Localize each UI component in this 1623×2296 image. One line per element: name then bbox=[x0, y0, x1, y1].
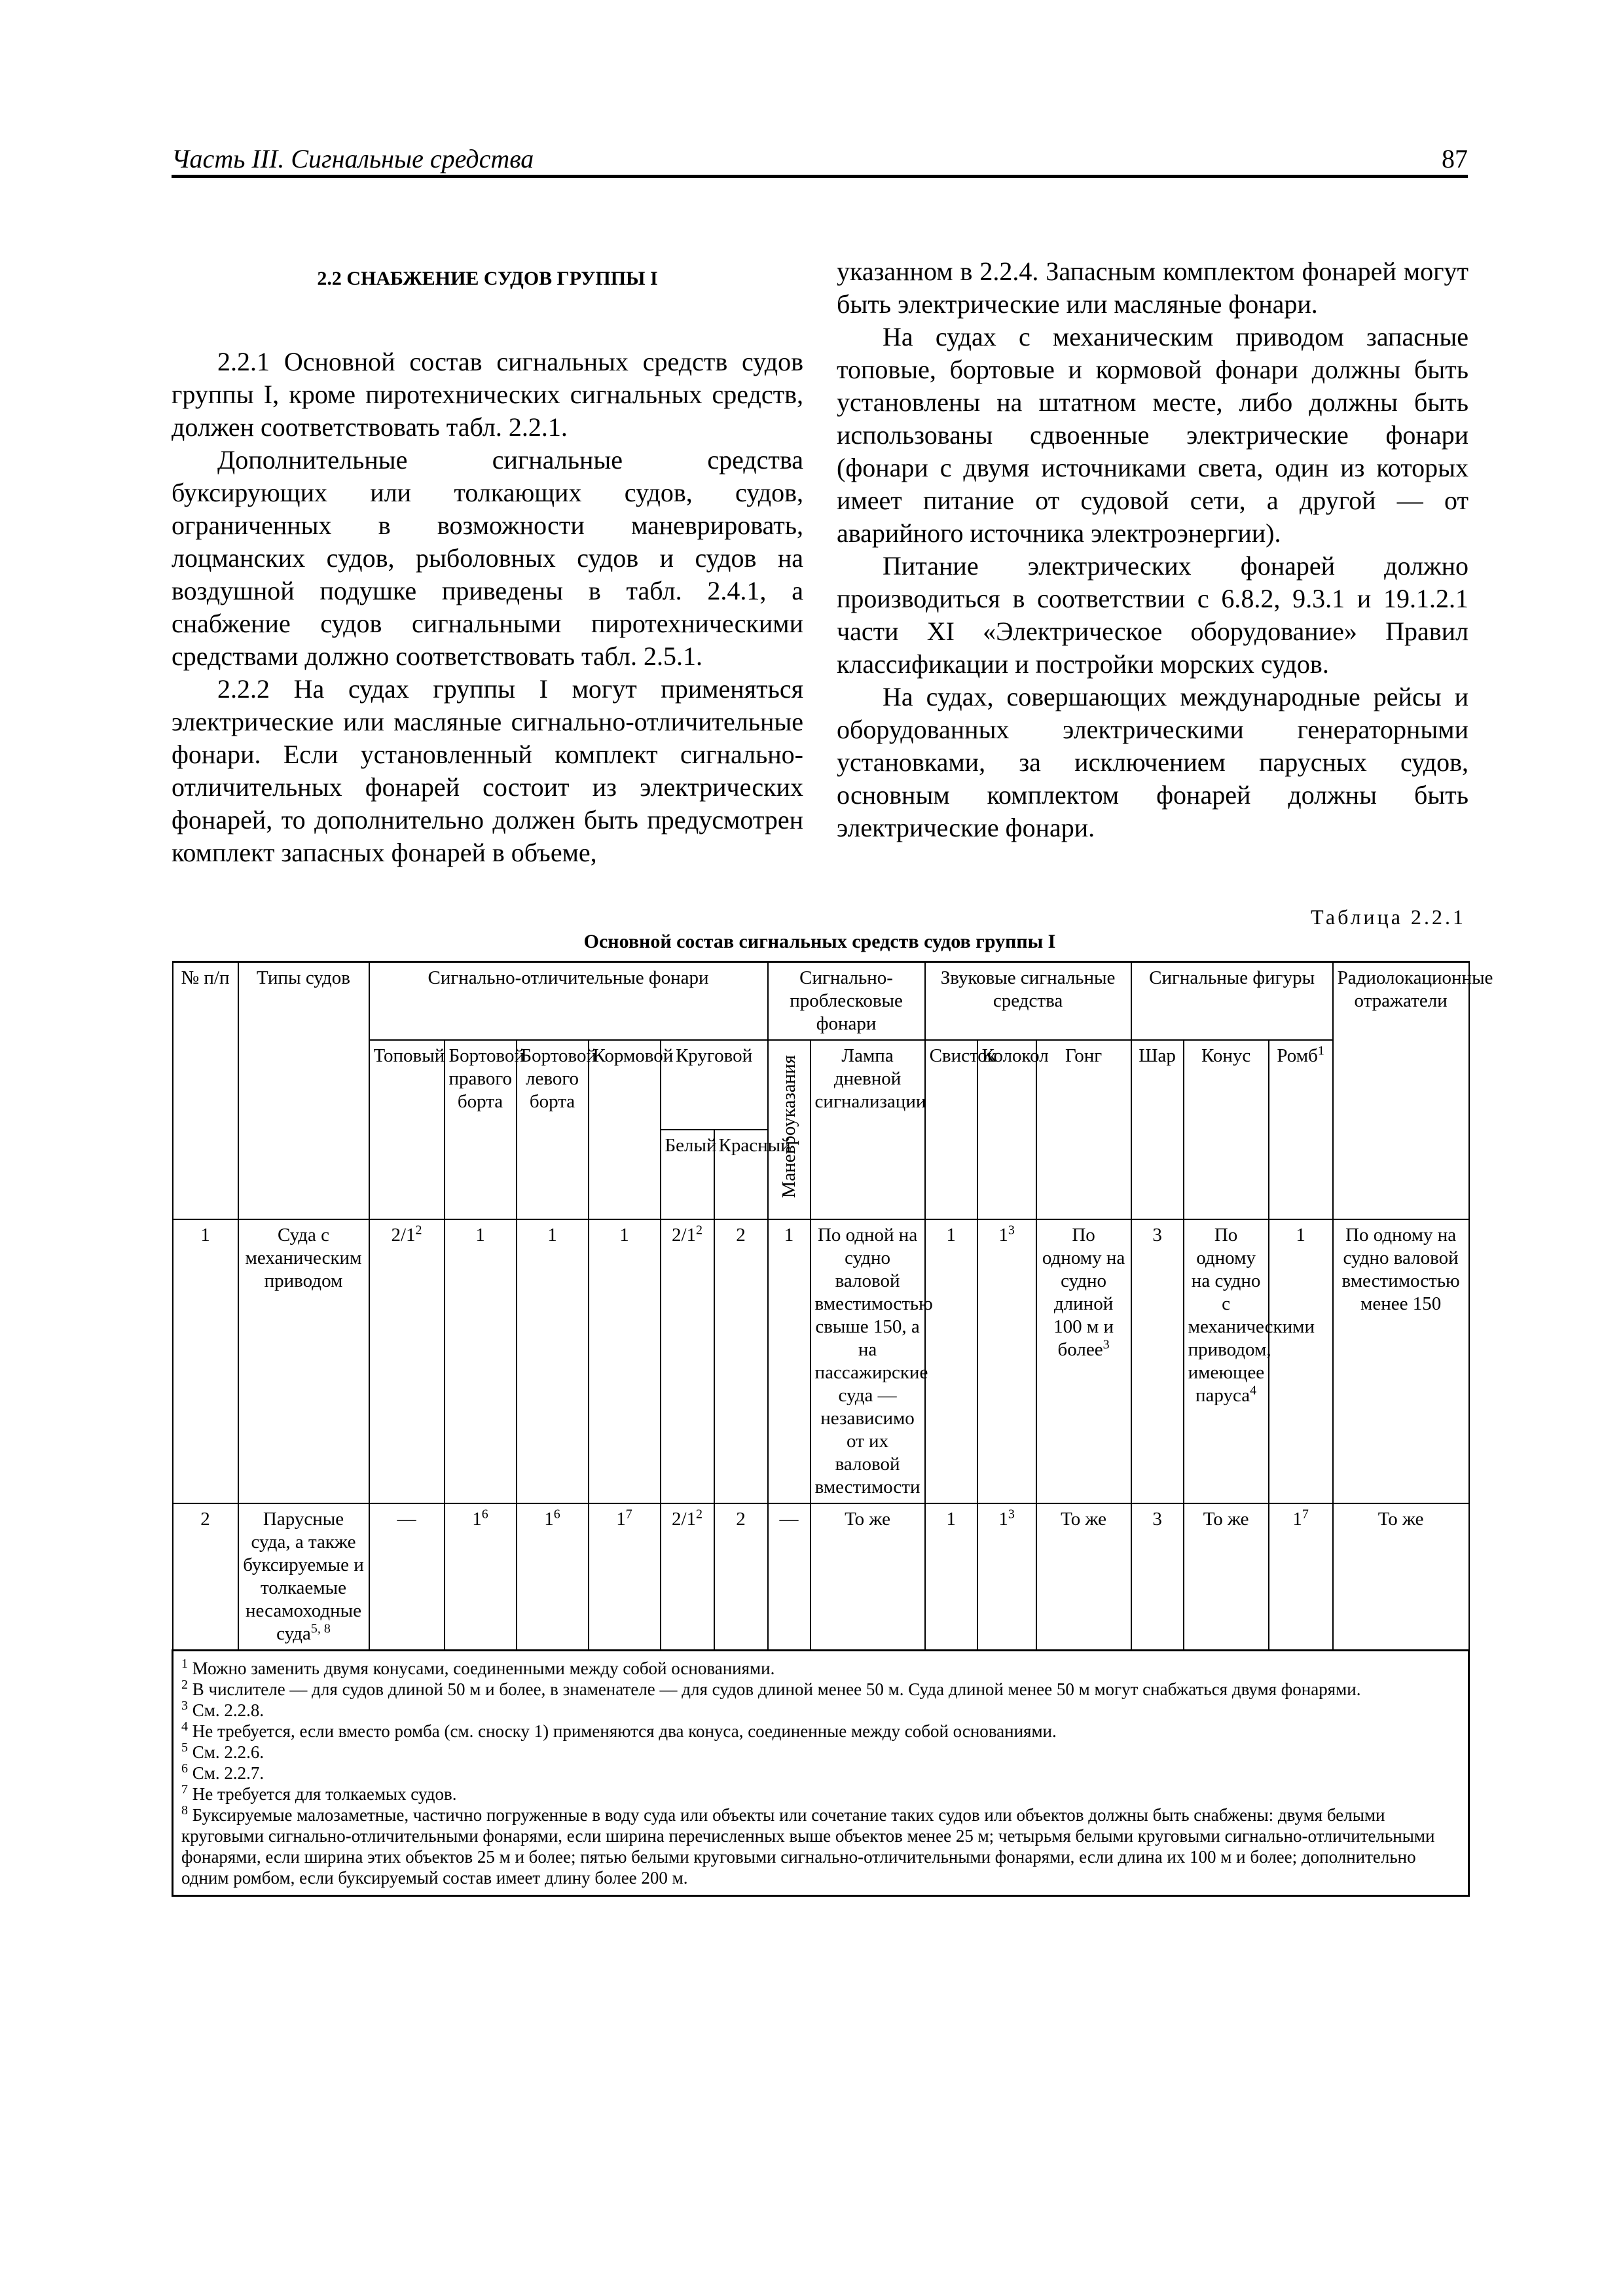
paragraph: На судах с механическим приводом запасные топовые, бортовые и кормовой фонари должны быть установлены на штатном месте, либо должны быть использованы сдвоенные электрические фонари (фонари с двумя источниками света, один из которых имеет питание от судовой сети, а другой — от аварийного источника электроэнергии). bbox=[837, 322, 1468, 548]
cell-starboard: 1 bbox=[445, 1219, 517, 1503]
cell-rhomb: $1^7$ bbox=[1269, 1503, 1333, 1651]
header-rhomb: Ромб bbox=[1277, 1045, 1318, 1066]
header-radar: Радиолокационные отражатели bbox=[1333, 962, 1469, 1220]
header-group-sound: Звуковые сигнальные средства bbox=[925, 962, 1131, 1041]
header-round: Круговой bbox=[661, 1040, 768, 1130]
cell-bell: $1^3$ bbox=[977, 1503, 1036, 1651]
header-gong: Гонг bbox=[1036, 1040, 1131, 1219]
table-row bbox=[173, 1503, 1469, 1651]
signal-equipment-table bbox=[172, 961, 1493, 1897]
footnote: $^3$ См. 2.2.8. bbox=[181, 1698, 264, 1720]
left-column bbox=[172, 255, 803, 869]
cell-ball: 3 bbox=[1131, 1503, 1184, 1651]
cell-red: 2 bbox=[714, 1503, 768, 1651]
page-number: 87 bbox=[1442, 144, 1468, 173]
cell-top: — bbox=[369, 1503, 445, 1651]
cell-type: Суда с механическим приводом bbox=[238, 1219, 369, 1503]
paragraph: Питание электрических фонарей должно производиться в соответствии с 6.8.2, 9.3.1 и 19.1.2.1 части XI «Электрическое оборудование» Правил классификации и постройки морских судов. bbox=[837, 551, 1468, 679]
header-bell: Колокол bbox=[977, 1040, 1036, 1219]
cell-num: 1 bbox=[173, 1219, 238, 1503]
cell-top: $2/1^2$ bbox=[369, 1219, 445, 1503]
paragraph: Дополнительные сигнальные средства буксирующих или толкающих судов, судов, ограниченных в возможности маневрировать, лоцманских судов, рыболовных судов и судов на воздушной подушке приведены в табл. 2.4.1, а снабжение судов сигнальными пиротехническими средствами должно соответствовать табл. 2.5.1. bbox=[172, 445, 803, 671]
header-ball: Шар bbox=[1131, 1040, 1184, 1219]
cell-white: $2/1^2$ bbox=[661, 1219, 714, 1503]
footnote: $^8$ Буксируемые малозаметные, частично погруженные в воду суда или объекты или сочетание таких судов или объектов должны быть снабжены: двумя белыми круговыми сигнально-отличительными фонарями, если ширина перечисленных выше объектов менее 25 м; четырьмя белыми круговыми сигнально-отличительными фонарями, если ширина этих объектов 25 м и более; пятью белыми круговыми сигнально-отличительными фонарями, если длина их 100 м и более; дополнительно одним ромбом, если буксируемый состав имеет длину более 200 м. bbox=[181, 1803, 1435, 1888]
header-rule bbox=[172, 175, 1468, 178]
cell-bell: $1^3$ bbox=[977, 1219, 1036, 1503]
table-number: Таблица 2.2.1 bbox=[1311, 905, 1466, 929]
header-port: Бортовой левого борта bbox=[517, 1040, 589, 1219]
table-row bbox=[173, 1219, 1469, 1503]
cell-whistle: 1 bbox=[925, 1219, 977, 1503]
header-lamp: Лампа дневной сигнализации bbox=[811, 1040, 925, 1219]
header-group-flash: Сигнально-проблесковые фонари bbox=[768, 962, 925, 1041]
header-types: Типы судов bbox=[238, 962, 369, 1220]
footnote: $^5$ См. 2.2.6. bbox=[181, 1740, 264, 1762]
cell-radar: По одному на судно валовой вместимостью менее 150 bbox=[1333, 1219, 1469, 1503]
header-group-shapes: Сигнальные фигуры bbox=[1131, 962, 1333, 1041]
cell-white: $2/1^2$ bbox=[661, 1503, 714, 1651]
cell-ball: 3 bbox=[1131, 1219, 1184, 1503]
header-red: Красный bbox=[714, 1130, 768, 1219]
table-caption: Основной состав сигнальных средств судов группы I bbox=[583, 931, 1056, 952]
cell-maneuver: 1 bbox=[768, 1219, 811, 1503]
cell-starboard: $1^6$ bbox=[445, 1503, 517, 1651]
running-header bbox=[172, 143, 1468, 178]
header-rhomb-cell: Ромб$^1$ bbox=[1269, 1040, 1333, 1219]
cell-port: 1 bbox=[517, 1219, 589, 1503]
header-maneuver: Маневроуказания bbox=[778, 1055, 799, 1198]
cell-cone: То же bbox=[1184, 1503, 1269, 1651]
cell-lamp: По одной на судно валовой вместимостью свыше 150, а на пассажирские суда — независимо от их валовой вместимости bbox=[811, 1219, 925, 1503]
cell-rhomb: 1 bbox=[1269, 1219, 1333, 1503]
cell-red: 2 bbox=[714, 1219, 768, 1503]
footnote: $^7$ Не требуется для толкаемых судов. bbox=[181, 1782, 457, 1804]
paragraph: 2.2.2 На судах группы I могут применяться электрические или масляные сигнально-отличительные фонари. Если установленный комплект сигнально-отличительных фонарей состоит из электрических фонарей, то дополнительно должен быть предусмотрен комплект запасных фонарей в объеме, bbox=[172, 674, 803, 867]
header-whistle: Свисток bbox=[925, 1040, 977, 1219]
section-heading: 2.2 СНАБЖЕНИЕ СУДОВ ГРУППЫ I bbox=[317, 268, 658, 289]
cell-type: Парусные суда, а также буксируемые и толкаемые несамоходные суда$^{5, 8}$ bbox=[238, 1503, 369, 1651]
header-group-lights: Сигнально-отличительные фонари bbox=[369, 962, 768, 1041]
footnote: $^6$ См. 2.2.7. bbox=[181, 1761, 264, 1783]
cell-maneuver: — bbox=[768, 1503, 811, 1651]
cell-gong: То же bbox=[1036, 1503, 1131, 1651]
cell-gong: По одному на судно длиной 100 м и более$^3$ bbox=[1036, 1219, 1131, 1503]
header-white: Белый bbox=[661, 1130, 714, 1219]
header-starboard: Бортовой правого борта bbox=[445, 1040, 517, 1219]
cell-whistle: 1 bbox=[925, 1503, 977, 1651]
header-title: Часть III. Сигнальные средства bbox=[172, 144, 534, 173]
footnote: $^1$ Можно заменить двумя конусами, соединенными между собой основаниями. bbox=[181, 1657, 775, 1678]
header-stern: Кормовой bbox=[589, 1040, 661, 1219]
header-cone: Конус bbox=[1184, 1040, 1269, 1219]
right-column bbox=[837, 255, 1468, 844]
cell-stern: $1^7$ bbox=[589, 1503, 661, 1651]
header-top: Топовый bbox=[369, 1040, 445, 1219]
footnote: $^4$ Не требуется, если вместо ромба (см. сноску 1) применяются два конуса, соединенные между собой основаниями. bbox=[181, 1719, 1057, 1741]
paragraph: 2.2.1 Основной состав сигнальных средств судов группы I, кроме пиротехнических сигнальных средств, должен соответствовать табл. 2.2.1. bbox=[172, 347, 803, 442]
cell-num: 2 bbox=[173, 1503, 238, 1651]
table-footnotes bbox=[173, 1651, 1469, 1896]
header-maneuver-cell bbox=[768, 1040, 811, 1219]
cell-stern: 1 bbox=[589, 1219, 661, 1503]
header-num: № п/п bbox=[173, 962, 238, 1220]
cell-radar: То же bbox=[1333, 1503, 1469, 1651]
paragraph: указанном в 2.2.4. Запасным комплектом фонарей могут быть электрические или масляные фонари. bbox=[837, 257, 1468, 319]
cell-port: $1^6$ bbox=[517, 1503, 589, 1651]
cell-lamp: То же bbox=[811, 1503, 925, 1651]
cell-cone: По одному на судно с механическими приводом, имеющее паруса$^4$ bbox=[1184, 1219, 1269, 1503]
footnote: $^2$ В числителе — для судов длиной 50 м и более, в знаменателе — для судов длиной менее 50 м. Суда длиной менее 50 м могут снабжаться двумя фонарями. bbox=[181, 1677, 1361, 1699]
paragraph: На судах, совершающих международные рейсы и оборудованных электрическими генераторными установками, за исключением парусных судов, основным комплектом фонарей должны быть электрические фонари. bbox=[837, 682, 1468, 842]
